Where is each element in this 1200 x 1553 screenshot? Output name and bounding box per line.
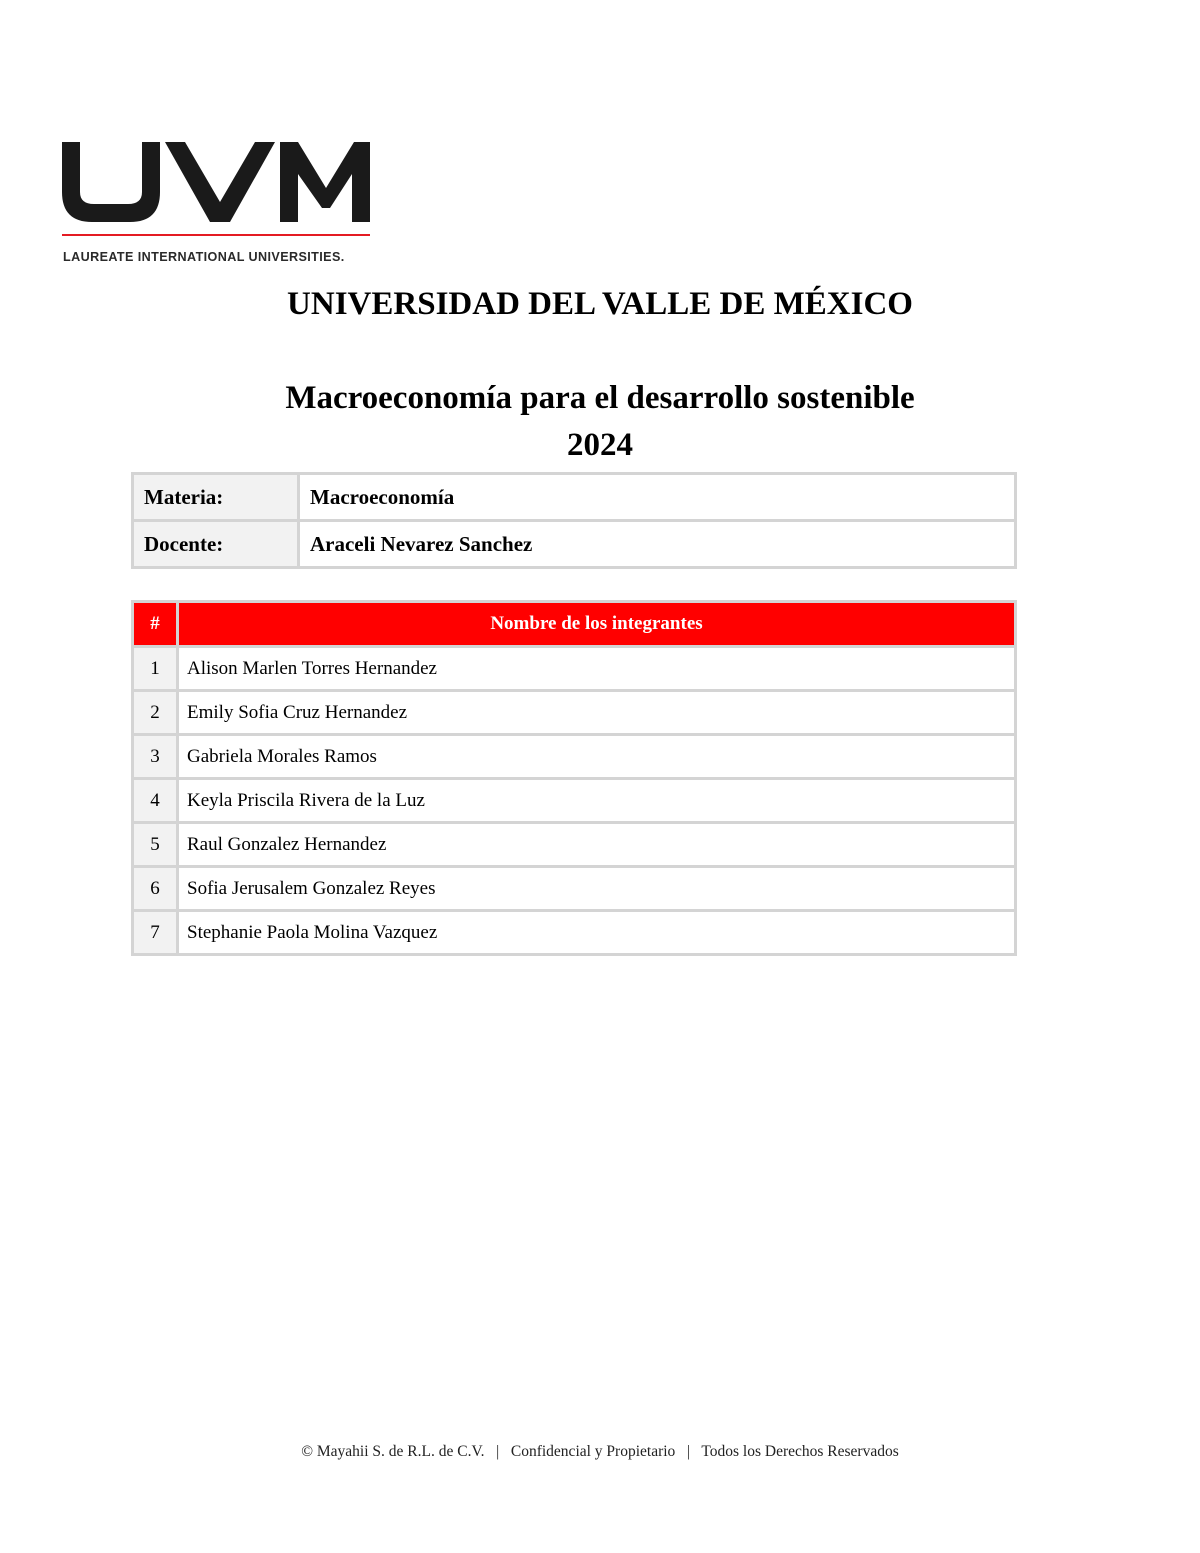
- page-footer: © Mayahii S. de R.L. de C.V. | Confidencial y Propietario | Todos los Derechos Reservados: [301, 1443, 899, 1460]
- table-row: [133, 867, 1016, 911]
- member-num: 5: [133, 823, 178, 867]
- info-row-docente: [133, 521, 1016, 568]
- member-name: Sofia Jerusalem Gonzalez Reyes: [178, 867, 1016, 911]
- university-name: UNIVERSIDAD DEL VALLE DE MÉXICO: [287, 286, 913, 322]
- member-name: Stephanie Paola Molina Vazquez: [178, 911, 1016, 955]
- footer-rights: Todos los Derechos Reservados: [701, 1443, 899, 1460]
- table-row: [133, 691, 1016, 735]
- table-row: [133, 735, 1016, 779]
- member-num: 6: [133, 867, 178, 911]
- member-name: Alison Marlen Torres Hernandez: [178, 647, 1016, 691]
- member-num: 7: [133, 911, 178, 955]
- table-row: [133, 823, 1016, 867]
- footer-confidential: Confidencial y Propietario: [510, 1443, 676, 1460]
- members-header-row: [133, 602, 1016, 647]
- member-name: Gabriela Morales Ramos: [178, 735, 1016, 779]
- member-num: 2: [133, 691, 178, 735]
- member-name: Raul Gonzalez Hernandez: [178, 823, 1016, 867]
- info-label: Docente:: [133, 521, 299, 568]
- table-row: [133, 779, 1016, 823]
- info-value: Araceli Nevarez Sanchez: [299, 521, 1016, 568]
- header-num: #: [133, 602, 178, 647]
- header-name: Nombre de los integrantes: [178, 602, 1016, 647]
- member-num: 3: [133, 735, 178, 779]
- member-name: Keyla Priscila Rivera de la Luz: [178, 779, 1016, 823]
- table-row: [133, 911, 1016, 955]
- course-year: 2024: [567, 427, 633, 463]
- table-row: [133, 647, 1016, 691]
- course-info-table: [131, 472, 1017, 569]
- footer-copyright: © Mayahii S. de R.L. de C.V.: [301, 1443, 485, 1460]
- uvm-logo: [60, 138, 372, 266]
- info-value: Macroeconomía: [299, 474, 1016, 521]
- member-num: 1: [133, 647, 178, 691]
- info-row-materia: [133, 474, 1016, 521]
- members-table: [131, 600, 1017, 956]
- member-name: Emily Sofia Cruz Hernandez: [178, 691, 1016, 735]
- info-label: Materia:: [133, 474, 299, 521]
- course-title: Macroeconomía para el desarrollo sostenible: [285, 380, 915, 416]
- member-num: 4: [133, 779, 178, 823]
- logo-tagline: LAUREATE INTERNATIONAL UNIVERSITIES.: [63, 250, 345, 264]
